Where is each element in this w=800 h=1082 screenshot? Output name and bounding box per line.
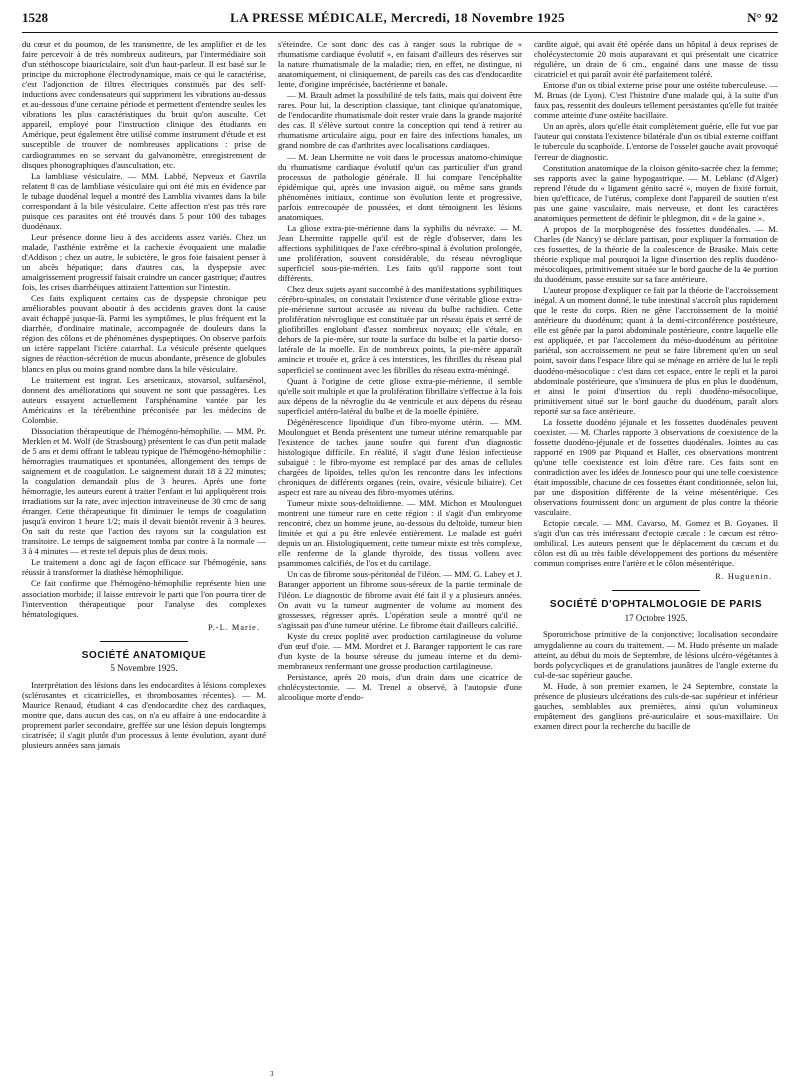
paragraph: Dissociation thérapeutique de l'hémogéno-hémophilie. — MM. Pr. Merklen et M. Wolf (de Strasbourg) présentent le cas d'un petit malade de 5 ans et demi offrant le tableau typique de l'hémogéno-hémophilie : hémorragies traumatiques et spontanées, allongement des temps de saignement et de coagulation. Le saignement durait 18 à 22 minutes; la coagulation demandait plus de 3 heures. Après une forte hémorragie, les auteurs eurent à traiter l'enfant et lui appliquèrent trois irradiations sur la rate, avec injection intraveineuse de 30 cmc de sang étranger. Cette thérapeutique fit diminuer le temps de coagulation jusqu'à environ 1 heure 1/2; mais il devait bientôt revenir à 3 heures. On sait du reste que l'action des rayons sur la coagulation est transitoire. Le temps de saignement tomba par contre à la normale — 3 à 4 minutes — et reste tel depuis plus de deux mois. [22, 425, 266, 557]
page-header [22, 10, 778, 33]
paragraph: M. Hude, à son premier examen, le 24 Septembre, constate la présence de plusieurs ulcérations des culs-de-sac supérieur et inférieur gauches, semblables aux premières, ainsi qu'un volumineux empâtement des ganglions pré-auriculaire et sous-maxillaire. Un examen direct pour la recherche du bacille de [534, 680, 778, 731]
paragraph: Constitution anatomique de la cloison génito-sacrée chez la femme; ses rapports avec la gaine hypogastrique. — M. Leblanc (d'Alger) reprend l'étude du « ligament génito sacré », moyen de fixité fortuit, bien qu'efficace, de l'utérus, complexe dont l'appareil de soutien n'est pas une gaine vasculaire, mais nerveuse, et dont les caractères anatomiques permettent de définir le phlegmon, dit « de la gaine ». [534, 162, 778, 223]
paragraph: Tumeur mixte sous-deltoïdienne. — MM. Michon et Moulonguet montrent une tumeur rare en cette région : il s'agit d'un embryome rencontré, chez un homme jeune, au-dessous du deltoïde, tumeur bien limitée et qui a pu être enlevée entièrement. Le malade est guéri depuis un an. Histologiquement, cette tumeur mixte est très complexe, elle renferme de la glande thyroïde, des tissus vollens avec psammomes calcifiés, de l'os et du cartilage. [278, 498, 522, 569]
paragraph: Ectopie cæcale. — MM. Cavarso, M. Gomez et B. Goyanes. Il s'agit d'un cas très intéressant d'ectopie cæcale : le cæcum est rétro-ombilical. Les auteurs pensent que le déplacement du cæcum et du côlon est dû au très faible développement des portions du mésentère commun comprises entre l'artère et le côlon mésentérique. [534, 518, 778, 569]
text-columns [22, 39, 778, 1079]
paragraph: Dégénérescence lipoïdique d'un fibro-myome utérin. — MM. Moulonguet et Benda présentent une tumeur utérine remarquable par l'existence de taches jaune soufre qui furent d'un diagnostic histologique difficile. En réalité, il s'agit d'une lésion infectieuse subaiguë : le fibro-myome est remplacé par des amas de cellules chargées de lipoïdes, telles qu'on les rencontre dans les infections chroniques de différents organes (rein, ovaire, vésicule biliaire). Cet aspect est rare au niveau des fibro-myomes utérins. [278, 416, 522, 498]
paragraph: Persistance, après 20 mois, d'un drain dans une cicatrice de cholécystectomie. — M. Trenel a observé, à l'autopsie d'une alcoolique morte d'endo- [278, 671, 522, 702]
section-title: SOCIÉTÉ D'OPHTALMOLOGIE DE PARIS [549, 599, 763, 611]
paragraph: Ces faits expliquent certains cas de dyspepsie chronique peu améliorables pouvant aboutir à des accidents graves dont la cause avait échappé jusque-là. Parmi les symptômes, le plus fréquent est la diarrhée, d'ordinaire matinale, accompagnée de douleurs dans la région des côlons et de phénomènes dyspeptiques. On observe parfois un ictère rappelant l'ictère catarrhal. La vésicule présente quelques signes de réaction-sécrétion de mucus abondante, présence de globules blancs en plus ou moins grand nombre dans la bile vésiculaire. [22, 293, 266, 374]
paragraph: La lambliase vésiculaire. — MM. Labbé, Nepveux et Gavrila relatent 8 cas de lambliase vésiculaire qui ont été mis en évidence par le tubage duodénal lequel a montré des Lamblia vivantes dans la bile correspondant à la bile vésiculaire. Cette affection n'est pas très rare puisque ces parasites ont été trouvés dans 5 pour 100 des tubages duodénaux. [22, 170, 266, 231]
paragraph: Le traitement est ingrat. Les arsenicaux, stovarsol, sulfarsénol, donnent des améliorations qui souvent ne sont que passagères. Les auteurs essayent actuellement l'arsphénamine vantée par les Américains et la térébenthine préconisée par les médecins de Colombie. [22, 374, 266, 425]
paragraph: cardite aiguë, qui avait été opérée dans un hôpital à deux reprises de cholécystectomie 20 mois auparavant et qui présentait une cicatrice régulière, un drain de 6 cm., engainé dans une masse de tissu cicatriciel et qui paraît avoir été parfaitement toléré. [534, 39, 778, 80]
journal-title: LA PRESSE MÉDICALE, Mercredi, 18 Novembre 1925 [230, 10, 566, 25]
paragraph: Interprétation des lésions dans les endocardites à lésions complexes (sclérosantes et cicatricielles, et thrombosantes récentes). — M. Maurice Renaud, étudiant 4 cas d'endocardite chez des cardiaques, montre que, dans aucun des cas, on n'a eu affaire à une endocardite à proprement parler secondaire, greffée sur une lésion depuis longtemps cicatrisée; il s'agit plutôt d'un processus à lente évolution, ayant duré plusieurs années sans jamais [22, 679, 266, 750]
column-middle [278, 39, 522, 1079]
paragraph: Chez deux sujets ayant succombé à des manifestations syphilitiques cérébro-spinales, on constatait l'existence d'une véritable gliose extra-pie-mérienne surtout accusée au niveau du bulbe rachidien. Cette prolifération névroglique est constituée par un réseau épais et serré de gliofibrilles englobant d'assez nombreux noyaux; elle s'étale, en dehors de la pie-mère, sur toute la surface du bulbe et la partie dorso-latérale de la moelle. En de nombreux points, la pie-mère apparaît amincie et trouée et, grâce à ces interstices, les fibrilles du réseau pial superficiel se continuent avec les fibrilles du réseau extra-méningé. [278, 284, 522, 375]
paragraph: L'auteur propose d'expliquer ce fait par la théorie de l'accroissement inégal. A un moment donné, le tube intestinal s'accroît plus rapidement que le reste du corps. Rien ne gêne l'accroissement de la moitié antérieure du duodénum; quant à la demi-circonférence postérieure, elle est gênée par la paroi abdominale postérieure, contre laquelle elle est appliquée, et par l'accolement du méso-duodénum au péritoine pariétal, son accroissement ne peut se faire librement qu'en un seul point, savoir dans l'espace libre qui se ménage en arrière de lui le repli duodéno-mésocolique : c'est dans cet espace, entre le repli et la paroi abdominale postérieure, que s'insinuera de plus en plus le duodénum, et ainsi le point d'insertion du repli duodéno-mésocolique, primitivement situé sur le bord gauche du duodénum, paraît alors reporté sur sa face antérieure. [534, 285, 778, 416]
paragraph: Sporotrichose primitive de la conjonctive; localisation secondaire amygdalienne au cours du traitement. — M. Hudo présente un malade atteint, au début du mois de Septembre, de lésions ulcéro-végétantes à bords polycycliques et de granulations jaunâtres de l'angle externe du cul-de-sac supérieur gauche. [534, 629, 778, 680]
paragraph: du cœur et du poumon, de les transmettre, de les amplifier et de les faire percevoir à de très nombreux auditeurs, par l'intermédiaire soit d'un stéthoscope biauriculaire, soit d'un haut-parleur. Il est basé sur le principe du microphone électrodynamique, mais ce qui le caractérise, c'est l'adjonction de filtres électriques constitués par des self-inductions avec condensateurs qui suppriment les vibrations au-dessus et au-dessous d'une certaine période et permettent d'entendre seules les vibrations les plus caractéristiques du bruit qu'on ausculte. Cet appareil, employé pour l'instruction clinique des étudiants en Amérique, peut également être utilisé comme instrument d'étude et est susceptible de trouver de nombreuses applications : prise de cardiogrammes en se servant du galvanomètre, enregistrement de disques phonographiques d'auscultation, etc. [22, 39, 266, 170]
folio-mark: 3 [270, 1070, 274, 1078]
paragraph: Ce fait confirme que l'hémogéno-hémophilie représente bien une association morbide; il laisse entrevoir le parti que l'on pourra tirer de l'intervention thérapeutique pour l'analyse des complexes hématologiques. [22, 578, 266, 619]
paragraph: A propos de la morphogenèse des fossettes duodénales. — M. Charles (de Nancy) se déclare partisan, pour expliquer la formation de ces fossettes, de la théorie de la coalescence de Brasike. Mais cette théorie explique mal pourquoi la ligne d'insertion des replis duodéno-mésocoliques, primitivement située sur le bord gauche de la 4e portion du duodénum, passe ensuite sur sa face antérieure. [534, 223, 778, 285]
paragraph: — M. Brault admet la possibilité de tels faits, mais qui doivent être rares. Pour lui, la description classique, tant clinique qu'anatomique, de l'endocardite rhumatismale doit rester vraie dans la grande majorité des cas. Il s'élève surtout contre la conception qui tend à retirer au rhumatisme articulaire aigu, pour en faire des infections banales, un grand nombre de cas d'arthrites avec localisations cardiaques. [278, 90, 522, 151]
section-title: SOCIÉTÉ ANATOMIQUE [81, 649, 207, 661]
paragraph: Un an après, alors qu'elle était complètement guérie, elle fut vue par l'auteur qui constata l'existence bilatérale d'un os tibial externe coiffant le tubercule du scaphoïde. L'entorse de l'osselet gauche avait provoqué l'erreur de diagnostic. [534, 121, 778, 162]
paragraph: Entorse d'un os tibial externe prise pour une ostéite tuberculeuse. — M. Bruas (de Lyon). C'est l'histoire d'une malade qui, à la suite d'un faux pas, ressentit des douleurs tellement persistantes qu'elle fut traitée comme atteinte d'une ostéite bacillaire. [534, 80, 778, 121]
page-number: 1528 [22, 10, 48, 25]
paragraph: Kyste du creux poplité avec production cartilagineuse du volume d'un œuf d'oie. — MM. Mordret et J. Baranger rapportent le cas rare d'un kyste de la bourse séreuse du jumeau interne et du demi-membraneux renfermant une grosse production cartilagineuse. [278, 630, 522, 671]
paragraph: Leur présence donne lieu à des accidents assez variés. Chez un malade, l'asthénie extrême et la cachexie évoquaient une maladie d'Addison ; chez un autre, le subictère, le gros foie faisaient penser à un abcès hépatique; dans d'autres cas, la dyspepsie avec amaigrissement progressif faisait craindre un cancer gastrique; d'autres fois, les crises diarrhéiques attiraient l'attention sur l'intestin. [22, 231, 266, 293]
author-signature: R. Huguenin. [715, 572, 772, 582]
paragraph: Quant à l'origine de cette gliose extra-pie-mérienne, il semble qu'elle soit multiple et que la prolifération fibrillaire s'effectue à la fois aux dépens de la névroglie du 4e ventricule et aux dépens du réseau superficiel antéro-latéral du bulbe et de la moelle épinière. [278, 375, 522, 416]
divider [100, 641, 188, 642]
column-right [534, 39, 778, 1079]
paragraph: La gliose extra-pie-mérienne dans la syphilis du névraxe. — M. Jean Lhermitte rappelle qu'il est de règle d'observer, dans les affections syphilitiques de l'axe cérébro-spinal à évolution prolongée, une prolifération, souvent considérable, du réseau névroglique superficiel sous-pie-mérien. Les faits qu'il rapporte sont tout différents. [278, 222, 522, 284]
section-date: 17 Octobre 1925. [624, 612, 688, 623]
author-signature: P.-L. Marie. [207, 622, 260, 632]
paragraph: — M. Jean Lhermitte ne voit dans le processus anatomo-chimique du rhumatisme cardiaque évolutif qu'un cas particulier d'un grand processus de pathologie générale. Il lui compare l'encéphalite épidémique qui, après une invasion aiguë, ou même sans grands phénomènes initiaux, continue son évolution lente et progressive, parfois entrecoupée de poussées, et dont témoignent les lésions anatomiques. [278, 151, 522, 222]
paragraph: Le traitement a donc agi de façon efficace sur l'hémogénie, sans réussir à transformer la diathèse hémophilique. [22, 557, 266, 578]
issue-number: N° 92 [747, 10, 778, 25]
divider [612, 590, 700, 591]
section-date: 5 Novembre 1925. [110, 663, 178, 674]
paragraph: La fossette duodéno jéjunale et les fossettes duodénales peuvent coexister. — M. Charles rapporte 3 observations de coexistence de la fossette duodéno-jéjunale et de fossettes duodénales. Jointes au cas rapporté en 1909 par Piquand et Haller, ces observations montrent qu'une telle coexistence est loin d'être rare. Ces faits sont en contradiction avec les idées de Jonnesco pour qui une telle coexistence était impossible, chacune de ces fossettes étant conditionnée, selon lui, par une disposition différente de la veine mésentérique. Ces observations fournissent donc un argument de plus contre la théorie vasculaire. [534, 416, 778, 518]
column-left [22, 39, 266, 1079]
paragraph: Un cas de fibrome sous-péritonéal de l'iléon. — MM. G. Labey et J. Baranger apportent un fibrome sous-séreux de la partie terminale de l'iléon. Le diagnostic de fibrome avait été fait il y a plusieurs années. On avait vu la tumeur augmenter de volume au moment des grossesses, régresser après. L'opération seule a montré qu'il ne s'agissait pas d'une tumeur utérine. Le fibrome était d'ailleurs calcifié. [278, 569, 522, 630]
paragraph: s'éteindre. Ce sont donc des cas à ranger sous la rubrique de « rhumatisme cardiaque évolutif », en faisant d'ailleurs des réserves sur la nature rhumatismale de la maladie; rien, en effet, ne distingue, ni anatomiquement, ni cliniquement, de pareils cas des cas d'endocardite lente, d'origine imprécisée, bactérienne et banale. [278, 39, 522, 90]
